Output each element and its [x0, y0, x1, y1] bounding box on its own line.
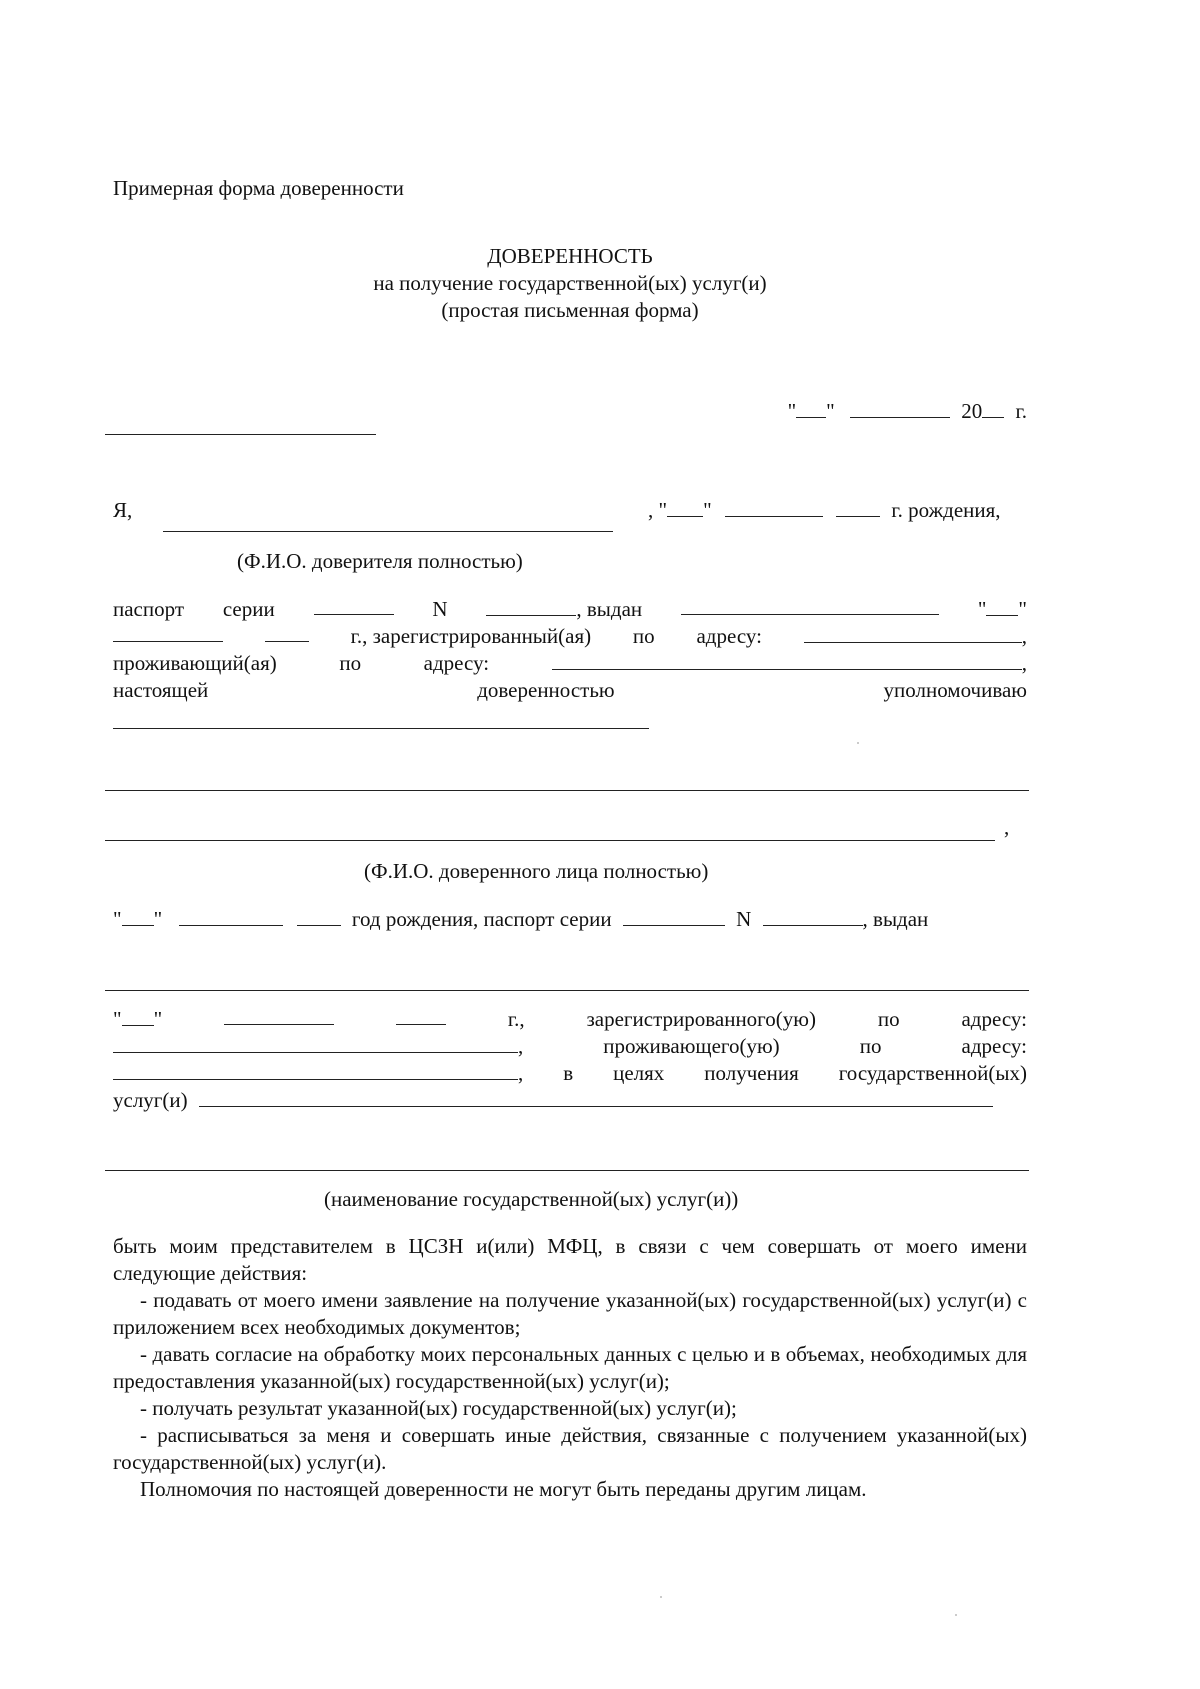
scan-speck [955, 1614, 957, 1616]
principal-birth-month-blank[interactable] [725, 498, 823, 517]
agent-name-caption: (Ф.И.О. доверенного лица полностью) [364, 859, 709, 883]
passport-number-blank[interactable] [486, 597, 576, 616]
agent-purpose-line: , в целях получения государственной(ых) [113, 1060, 1027, 1086]
form-type: (простая письменная форма) [441, 298, 699, 322]
place-blank[interactable] [105, 434, 376, 435]
registration-line: г., зарегистрированный(ая) по адресу: , [113, 623, 1027, 649]
passport-line: паспорт серии N , выдан " " [113, 597, 1027, 621]
document-title: ДОВЕРЕННОСТЬ [487, 244, 653, 268]
date-day-blank[interactable] [796, 399, 826, 418]
document-subtitle: на получение государственной(ых) услуг(и) [373, 271, 767, 295]
agent-passport-number-blank[interactable] [763, 907, 863, 926]
passport-issue-month-blank[interactable] [113, 623, 223, 642]
agent-registration-address-blank[interactable] [113, 1034, 518, 1053]
passport-issue-year-blank[interactable] [265, 623, 309, 642]
principal-birth-line: , " " г. рождения, [648, 498, 1001, 522]
principal-name-blank[interactable] [163, 531, 613, 532]
scan-speck [660, 1596, 662, 1598]
agent-passport-series-blank[interactable] [623, 907, 725, 926]
power-item-4: - расписываться за меня и совершать иные действия, связанные с получением указанной(ых) государственной(ых) услуг(и). [113, 1423, 1027, 1474]
power-item-1: - подавать от моего имени заявление на получение указанной(ых) государственной(ых) услуг(и) с приложением всех необходимых документов; [113, 1288, 1027, 1339]
agent-passport-line: " " год рождения, паспорт серии N , выдан [113, 907, 929, 931]
power-item-3: - получать результат указанной(ых) государственной(ых) услуг(и); [140, 1396, 737, 1420]
principal-name-caption: (Ф.И.О. доверителя полностью) [237, 549, 523, 573]
agent-residence-address-blank[interactable] [113, 1061, 518, 1080]
powers-intro: быть моим представителем в ЦСЗН и(или) МФЦ, в связи с чем совершать от моего имени следующие действия: [113, 1234, 1027, 1285]
agent-birth-month-blank[interactable] [179, 907, 283, 926]
passport-series-blank[interactable] [314, 596, 394, 615]
residence-line: проживающий(ая) по адресу: , [113, 651, 1027, 675]
agent-birth-day-blank[interactable] [122, 907, 154, 926]
passport-issue-day-blank[interactable] [986, 597, 1018, 616]
passport-issued-by-blank[interactable] [681, 596, 939, 615]
principal-registration-address-blank[interactable] [804, 624, 1022, 643]
agent-issue-day-blank[interactable] [122, 1007, 154, 1026]
agent-registration-line: " " г., зарегистрированного(ую) по адресу: [113, 1007, 1027, 1031]
authorize-line: настоящей доверенностью уполномочиваю [113, 678, 1027, 702]
principal-residence-address-blank[interactable] [552, 651, 1022, 670]
agent-issued-by-blank[interactable] [105, 990, 1029, 991]
agent-name-blank-3[interactable] [105, 840, 995, 841]
date-line: " " 20 г. [787, 399, 1027, 423]
agent-issue-year-blank[interactable] [396, 1006, 446, 1025]
principal-birth-year-blank[interactable] [836, 498, 880, 517]
principal-birth-day-blank[interactable] [667, 498, 703, 517]
agent-birth-year-blank[interactable] [297, 907, 341, 926]
agent-residence-line: , проживающего(ую) по адресу: [113, 1033, 1027, 1059]
sample-form-label: Примерная форма доверенности [113, 176, 404, 200]
service-name-blank-2[interactable] [105, 1170, 1029, 1171]
date-year-blank[interactable] [982, 399, 1004, 418]
service-name-blank-1[interactable] [199, 1088, 993, 1107]
date-month-blank[interactable] [850, 399, 950, 418]
i-label: Я, [113, 498, 133, 522]
agent-name-blank-1[interactable] [113, 728, 649, 729]
closing-statement: Полномочия по настоящей доверенности не могут быть переданы другим лицам. [140, 1477, 867, 1501]
services-line: услуг(и) [113, 1087, 993, 1113]
agent-name-comma: , [1004, 815, 1010, 839]
agent-name-blank-2[interactable] [105, 790, 1029, 791]
scan-speck [857, 742, 859, 744]
service-name-caption: (наименование государственной(ых) услуг(и)) [324, 1187, 739, 1211]
agent-issue-month-blank[interactable] [224, 1006, 334, 1025]
power-item-2: - давать согласие на обработку моих персональных данных с целью и в объемах, необходимых для предоставления указанной(ых) государственной(ых) услуг(и); [113, 1342, 1027, 1393]
